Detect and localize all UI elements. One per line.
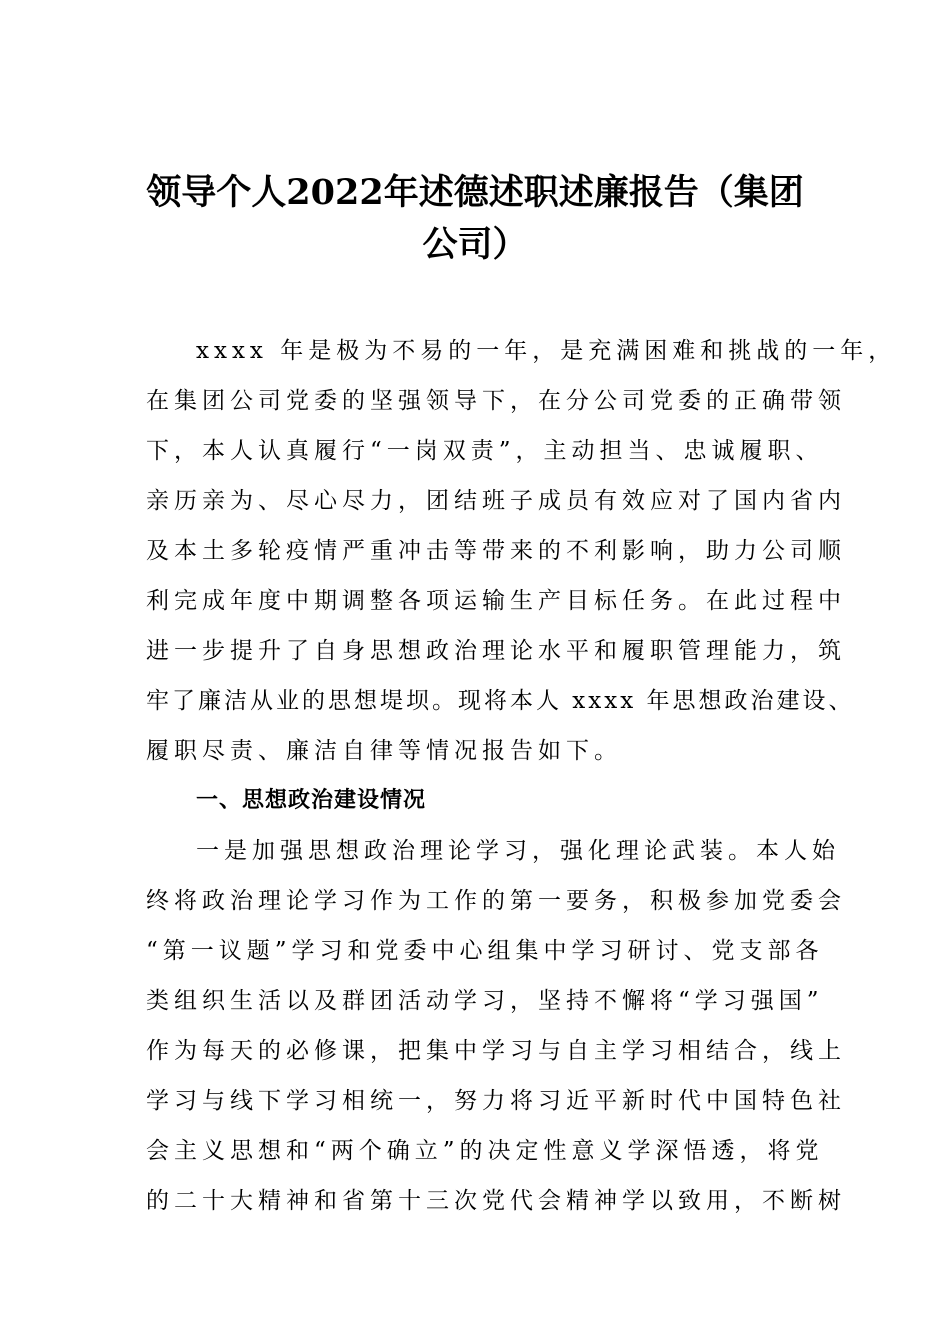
paragraph-line: 一是加强思想政治理论学习，强化理论武装。本人始 xyxy=(196,838,840,864)
paragraph-line: 会主义思想和“两个确立”的决定性意义学深悟透，将党 xyxy=(146,1138,824,1164)
document-title-line-2: 公司） xyxy=(422,224,528,265)
paragraph-line: 亲历亲为、尽心尽力，团结班子成员有效应对了国内省内 xyxy=(146,488,846,514)
paragraph-line: 进一步提升了自身思想政治理论水平和履职管理能力，筑 xyxy=(146,638,846,664)
paragraph-line: 在集团公司党委的坚强领导下，在分公司党委的正确带领 xyxy=(146,388,846,414)
document-title-line-1: 领导个人2022年述德述职述廉报告（集团 xyxy=(146,172,804,213)
paragraph-line: 类组织生活以及群团活动学习，坚持不懈将“学习强国” xyxy=(146,988,824,1014)
paragraph-line: “第一议题”学习和党委中心组集中学习研讨、党支部各 xyxy=(146,938,824,964)
paragraph-line: 学习与线下学习相统一，努力将习近平新时代中国特色社 xyxy=(146,1088,846,1114)
paragraph-line: 及本土多轮疫情严重冲击等带来的不利影响，助力公司顺 xyxy=(146,538,846,564)
paragraph-line: 牢了廉洁从业的思想堤坝。现将本人 xxxx 年思想政治建设、 xyxy=(146,688,855,714)
paragraph-line: 利完成年度中期调整各项运输生产目标任务。在此过程中 xyxy=(146,588,846,614)
paragraph-line: xxxx 年是极为不易的一年，是充满困难和挑战的一年， xyxy=(196,338,897,364)
paragraph-line: 终将政治理论学习作为工作的第一要务，积极参加党委会 xyxy=(146,888,846,914)
paragraph-line: 下，本人认真履行“一岗双责”，主动担当、忠诚履职、 xyxy=(146,438,824,464)
section-heading: 一、思想政治建设情况 xyxy=(196,788,427,813)
paragraph-line: 作为每天的必修课，把集中学习与自主学习相结合，线上 xyxy=(146,1038,846,1064)
paragraph-line: 履职尽责、廉洁自律等情况报告如下。 xyxy=(146,738,622,764)
paragraph-line: 的二十大精神和省第十三次党代会精神学以致用，不断树 xyxy=(146,1188,846,1214)
